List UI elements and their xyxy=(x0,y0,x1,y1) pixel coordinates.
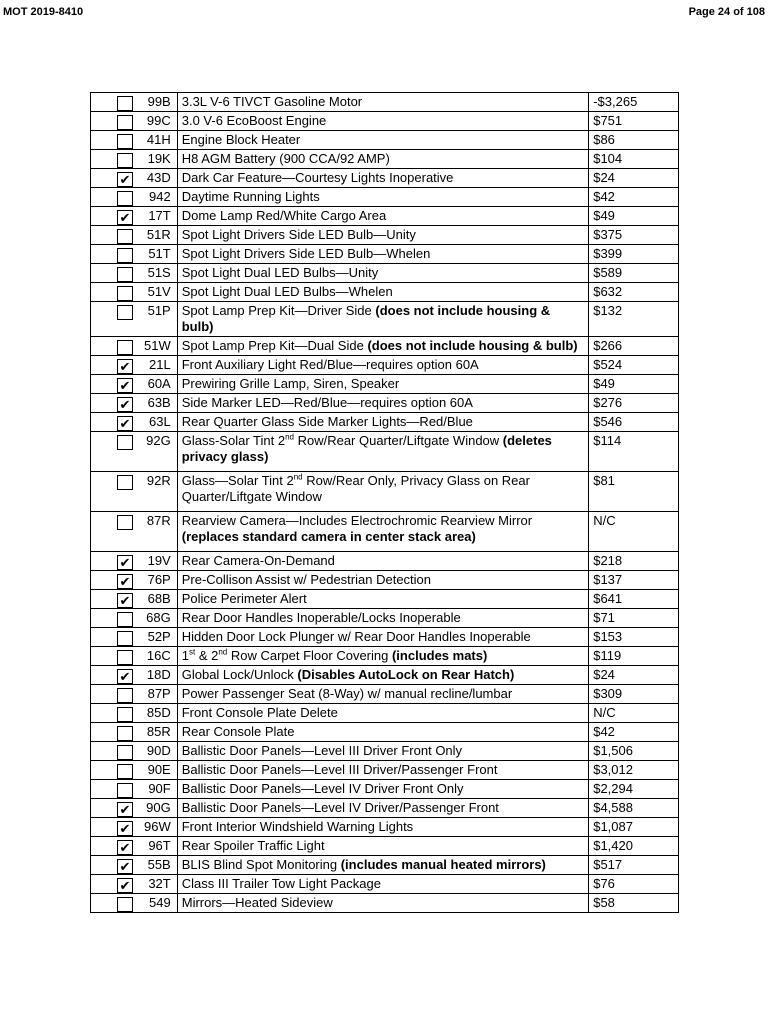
option-code: 85R xyxy=(146,724,171,739)
option-price: $49 xyxy=(589,207,679,226)
option-description xyxy=(177,666,588,685)
option-checkbox[interactable] xyxy=(117,707,133,722)
option-code-cell xyxy=(91,131,178,150)
table-row xyxy=(91,375,679,394)
description-text: Ballistic Door Panels—Level III Driver/Passenger Front xyxy=(181,762,498,777)
option-code-cell xyxy=(91,432,178,472)
options-table-body xyxy=(91,93,679,913)
option-description xyxy=(177,647,588,666)
option-price: $24 xyxy=(589,169,679,188)
option-checkbox[interactable] xyxy=(117,115,133,130)
description-text: Police Perimeter Alert xyxy=(181,591,307,606)
description-text: BLIS Blind Spot Monitoring xyxy=(181,857,341,872)
option-description xyxy=(177,780,588,799)
table-row xyxy=(91,112,679,131)
option-code-cell xyxy=(91,375,178,394)
table-row xyxy=(91,723,679,742)
option-code-cell xyxy=(91,188,178,207)
table-row xyxy=(91,761,679,780)
table-row xyxy=(91,647,679,666)
description-text: Spot Light Drivers Side LED Bulb—Unity xyxy=(181,227,416,242)
option-price: $276 xyxy=(589,394,679,413)
option-code: 63B xyxy=(147,395,171,410)
option-code: 41H xyxy=(146,132,171,147)
option-description xyxy=(177,894,588,913)
option-checkbox[interactable] xyxy=(117,783,133,798)
option-description xyxy=(177,704,588,723)
option-price: $218 xyxy=(589,552,679,571)
option-description xyxy=(177,150,588,169)
option-price: N/C xyxy=(589,512,679,552)
option-code-cell xyxy=(91,894,178,913)
option-description xyxy=(177,356,588,375)
option-code: 90G xyxy=(146,800,171,815)
option-code-cell xyxy=(91,356,178,375)
option-description xyxy=(177,93,588,112)
option-code: 90D xyxy=(146,743,171,758)
option-price: $2,294 xyxy=(589,780,679,799)
option-description xyxy=(177,856,588,875)
description-text: Rear Camera-On-Demand xyxy=(181,553,335,568)
table-row xyxy=(91,337,679,356)
option-code-cell xyxy=(91,761,178,780)
description-text: 3.0 V-6 EcoBoost Engine xyxy=(181,113,327,128)
option-description xyxy=(177,742,588,761)
table-row xyxy=(91,188,679,207)
option-price: $632 xyxy=(589,283,679,302)
option-description xyxy=(177,112,588,131)
option-checkbox[interactable]: ✔ xyxy=(117,210,133,225)
table-row xyxy=(91,742,679,761)
option-price: $119 xyxy=(589,647,679,666)
description-text: Engine Block Heater xyxy=(181,132,301,147)
table-row xyxy=(91,552,679,571)
option-checkbox[interactable] xyxy=(117,515,133,530)
option-code-cell xyxy=(91,245,178,264)
table-row xyxy=(91,704,679,723)
description-text: Spot Lamp Prep Kit—Dual Side xyxy=(181,338,368,353)
option-price: $1,506 xyxy=(589,742,679,761)
option-code-cell xyxy=(91,875,178,894)
option-code-cell xyxy=(91,666,178,685)
table-row xyxy=(91,356,679,375)
option-code-cell xyxy=(91,226,178,245)
option-checkbox[interactable] xyxy=(117,435,133,450)
option-price: $42 xyxy=(589,188,679,207)
option-checkbox[interactable] xyxy=(117,897,133,912)
option-checkbox[interactable]: ✔ xyxy=(117,378,133,393)
description-superscript: st xyxy=(188,647,196,657)
description-note: (does not include housing & bulb) xyxy=(367,338,578,353)
table-row xyxy=(91,207,679,226)
option-code-cell xyxy=(91,93,178,112)
description-text: Rear Door Handles Inoperable/Locks Inoperable xyxy=(181,610,461,625)
description-text: Ballistic Door Panels—Level IV Driver/Passenger Front xyxy=(181,800,499,815)
description-text: Global Lock/Unlock xyxy=(181,667,298,682)
option-checkbox[interactable]: ✔ xyxy=(117,878,133,893)
option-code: 51W xyxy=(144,338,171,353)
option-price: $104 xyxy=(589,150,679,169)
option-code: 19V xyxy=(147,553,171,568)
table-row xyxy=(91,472,679,512)
option-description xyxy=(177,264,588,283)
table-row xyxy=(91,875,679,894)
option-code: 19K xyxy=(147,151,171,166)
option-checkbox[interactable] xyxy=(117,248,133,263)
option-price: $309 xyxy=(589,685,679,704)
option-description xyxy=(177,245,588,264)
option-code: 63L xyxy=(149,414,171,429)
option-description xyxy=(177,472,588,512)
option-price: $4,588 xyxy=(589,799,679,818)
option-checkbox[interactable] xyxy=(117,191,133,206)
option-code-cell xyxy=(91,723,178,742)
option-code: 51R xyxy=(146,227,171,242)
page-number: Page 24 of 108 xyxy=(688,6,765,18)
option-code-cell xyxy=(91,283,178,302)
option-code-cell xyxy=(91,472,178,512)
description-text: Rear Quarter Glass Side Marker Lights—Red/Blue xyxy=(181,414,473,429)
description-text: 3.3L V-6 TIVCT Gasoline Motor xyxy=(181,94,363,109)
description-text: 1 xyxy=(181,648,189,663)
option-price: $1,420 xyxy=(589,837,679,856)
option-code: 43D xyxy=(146,170,171,185)
option-code-cell xyxy=(91,302,178,337)
option-code: 21L xyxy=(149,357,171,372)
description-text: Hidden Door Lock Plunger w/ Rear Door Handles Inoperable xyxy=(181,629,531,644)
option-checkbox[interactable] xyxy=(117,305,133,320)
description-note: (Disables AutoLock on Rear Hatch) xyxy=(297,667,515,682)
option-checkbox[interactable] xyxy=(117,229,133,244)
table-row xyxy=(91,413,679,432)
option-price: $641 xyxy=(589,590,679,609)
table-row xyxy=(91,685,679,704)
option-price: $546 xyxy=(589,413,679,432)
option-checkbox[interactable]: ✔ xyxy=(117,802,133,817)
description-text: Class III Trailer Tow Light Package xyxy=(181,876,381,891)
description-text: Spot Light Dual LED Bulbs—Unity xyxy=(181,265,379,280)
option-code: 90F xyxy=(148,781,171,796)
table-row xyxy=(91,302,679,337)
option-checkbox[interactable]: ✔ xyxy=(117,840,133,855)
option-description xyxy=(177,302,588,337)
option-code-cell xyxy=(91,590,178,609)
option-code: 99C xyxy=(146,113,171,128)
description-superscript: nd xyxy=(218,647,228,657)
option-code: 17T xyxy=(148,208,171,223)
description-text: Spot Lamp Prep Kit—Driver Side xyxy=(181,303,376,318)
description-text: Row Carpet Floor Covering xyxy=(227,648,392,663)
table-row xyxy=(91,837,679,856)
option-code-cell xyxy=(91,742,178,761)
option-price: $49 xyxy=(589,375,679,394)
description-text: & 2 xyxy=(195,648,219,663)
option-checkbox[interactable] xyxy=(117,96,133,111)
option-price: $751 xyxy=(589,112,679,131)
option-code-cell xyxy=(91,818,178,837)
option-checkbox[interactable]: ✔ xyxy=(117,669,133,684)
option-code-cell xyxy=(91,512,178,552)
option-code: 87R xyxy=(146,513,171,528)
option-code-cell xyxy=(91,685,178,704)
option-code: 52P xyxy=(147,629,171,644)
option-code-cell xyxy=(91,337,178,356)
option-price: -$3,265 xyxy=(589,93,679,112)
table-row xyxy=(91,93,679,112)
table-row xyxy=(91,894,679,913)
option-checkbox[interactable]: ✔ xyxy=(117,859,133,874)
option-code-cell xyxy=(91,394,178,413)
description-text: Dark Car Feature—Courtesy Lights Inoperative xyxy=(181,170,454,185)
table-row xyxy=(91,590,679,609)
option-checkbox[interactable] xyxy=(117,475,133,490)
option-code-cell xyxy=(91,112,178,131)
table-row xyxy=(91,226,679,245)
table-row xyxy=(91,799,679,818)
option-code-cell xyxy=(91,856,178,875)
description-text: H8 AGM Battery (900 CCA/92 AMP) xyxy=(181,151,390,166)
option-checkbox[interactable] xyxy=(117,745,133,760)
option-code: 32T xyxy=(148,876,171,891)
table-row xyxy=(91,628,679,647)
option-checkbox[interactable] xyxy=(117,134,133,149)
description-superscript: nd xyxy=(293,472,303,482)
table-row xyxy=(91,432,679,472)
option-price: $137 xyxy=(589,571,679,590)
option-description xyxy=(177,188,588,207)
option-code-cell xyxy=(91,264,178,283)
option-code-cell xyxy=(91,150,178,169)
table-row xyxy=(91,512,679,552)
option-code: 92G xyxy=(146,433,171,448)
option-description xyxy=(177,413,588,432)
option-checkbox[interactable] xyxy=(117,631,133,646)
option-code-cell xyxy=(91,628,178,647)
option-code-cell xyxy=(91,609,178,628)
description-text: Dome Lamp Red/White Cargo Area xyxy=(181,208,387,223)
description-text: Ballistic Door Panels—Level IV Driver Front Only xyxy=(181,781,464,796)
table-row xyxy=(91,283,679,302)
description-note: (deletes privacy glass) xyxy=(181,433,552,464)
option-code-cell xyxy=(91,207,178,226)
table-row xyxy=(91,245,679,264)
description-note: (includes mats) xyxy=(391,648,488,663)
option-code: 96W xyxy=(144,819,171,834)
option-code-cell xyxy=(91,837,178,856)
option-price: $86 xyxy=(589,131,679,150)
option-price: $375 xyxy=(589,226,679,245)
option-code: 51S xyxy=(147,265,171,280)
option-checkbox[interactable]: ✔ xyxy=(117,172,133,187)
option-description xyxy=(177,609,588,628)
description-text: Side Marker LED—Red/Blue—requires option 60A xyxy=(181,395,473,410)
description-text: Front Auxiliary Light Red/Blue—requires option 60A xyxy=(181,357,479,372)
option-price: $76 xyxy=(589,875,679,894)
option-checkbox[interactable]: ✔ xyxy=(117,397,133,412)
option-checkbox[interactable]: ✔ xyxy=(117,359,133,374)
option-code-cell xyxy=(91,413,178,432)
option-description xyxy=(177,818,588,837)
description-text: Glass-Solar Tint 2 xyxy=(181,433,286,448)
description-text: Rear Spoiler Traffic Light xyxy=(181,838,325,853)
description-text: Pre-Collison Assist w/ Pedestrian Detection xyxy=(181,572,432,587)
option-price: $132 xyxy=(589,302,679,337)
description-text: Row/Rear Quarter/Liftgate Window xyxy=(293,433,503,448)
option-price: $114 xyxy=(589,432,679,472)
option-code: 55B xyxy=(147,857,171,872)
option-description xyxy=(177,761,588,780)
option-code: 76P xyxy=(147,572,171,587)
option-code: 87P xyxy=(147,686,171,701)
option-description xyxy=(177,375,588,394)
description-text: Spot Light Drivers Side LED Bulb—Whelen xyxy=(181,246,431,261)
description-superscript: nd xyxy=(285,432,294,442)
option-description xyxy=(177,283,588,302)
option-checkbox[interactable]: ✔ xyxy=(117,574,133,589)
option-checkbox[interactable] xyxy=(117,612,133,627)
option-code: 549 xyxy=(149,895,171,910)
table-row xyxy=(91,264,679,283)
table-row xyxy=(91,169,679,188)
option-price: $71 xyxy=(589,609,679,628)
option-code: 60A xyxy=(147,376,171,391)
description-text: Ballistic Door Panels—Level III Driver Front Only xyxy=(181,743,463,758)
table-row xyxy=(91,780,679,799)
description-text: Rear Console Plate xyxy=(181,724,295,739)
option-price: $153 xyxy=(589,628,679,647)
option-code: 68B xyxy=(147,591,171,606)
option-description xyxy=(177,131,588,150)
option-checkbox[interactable] xyxy=(117,688,133,703)
description-text: Daytime Running Lights xyxy=(181,189,320,204)
option-description xyxy=(177,394,588,413)
option-description xyxy=(177,552,588,571)
option-description xyxy=(177,169,588,188)
description-note: (replaces standard camera in center stack area) xyxy=(181,529,476,544)
option-code: 68G xyxy=(146,610,171,625)
option-price: $517 xyxy=(589,856,679,875)
option-price: $1,087 xyxy=(589,818,679,837)
option-description xyxy=(177,512,588,552)
description-note: (does not include housing & bulb) xyxy=(181,303,551,334)
option-price: $58 xyxy=(589,894,679,913)
option-price: $81 xyxy=(589,472,679,512)
option-description xyxy=(177,432,588,472)
option-price: $399 xyxy=(589,245,679,264)
option-code-cell xyxy=(91,169,178,188)
description-text: Spot Light Dual LED Bulbs—Whelen xyxy=(181,284,393,299)
option-code: 99B xyxy=(147,94,171,109)
option-price: $524 xyxy=(589,356,679,375)
option-description xyxy=(177,723,588,742)
option-description xyxy=(177,590,588,609)
option-description xyxy=(177,207,588,226)
option-code-cell xyxy=(91,552,178,571)
option-code: 96T xyxy=(148,838,171,853)
option-code: 942 xyxy=(149,189,171,204)
option-checkbox[interactable] xyxy=(117,153,133,168)
table-row xyxy=(91,666,679,685)
option-description xyxy=(177,837,588,856)
option-description xyxy=(177,875,588,894)
option-code: 51T xyxy=(148,246,171,261)
option-checkbox[interactable] xyxy=(117,267,133,282)
option-description xyxy=(177,337,588,356)
option-code: 51V xyxy=(147,284,171,299)
option-checkbox[interactable] xyxy=(117,726,133,741)
table-row xyxy=(91,609,679,628)
option-code-cell xyxy=(91,571,178,590)
table-row xyxy=(91,150,679,169)
table-row xyxy=(91,394,679,413)
option-checkbox[interactable] xyxy=(117,764,133,779)
option-code: 16C xyxy=(146,648,171,663)
option-code: 18D xyxy=(146,667,171,682)
option-price: $266 xyxy=(589,337,679,356)
option-description xyxy=(177,685,588,704)
option-price: $3,012 xyxy=(589,761,679,780)
option-description xyxy=(177,628,588,647)
option-code-cell xyxy=(91,799,178,818)
option-checkbox[interactable] xyxy=(117,650,133,665)
table-row xyxy=(91,856,679,875)
description-text: Front Interior Windshield Warning Lights xyxy=(181,819,414,834)
description-text: Glass—Solar Tint 2 xyxy=(181,473,294,488)
option-checkbox[interactable]: ✔ xyxy=(117,821,133,836)
option-code-cell xyxy=(91,780,178,799)
option-price: $24 xyxy=(589,666,679,685)
option-code: 51P xyxy=(147,303,171,318)
option-price: N/C xyxy=(589,704,679,723)
option-price: $589 xyxy=(589,264,679,283)
document-id: MOT 2019-8410 xyxy=(3,6,84,18)
table-row xyxy=(91,571,679,590)
option-checkbox[interactable]: ✔ xyxy=(117,555,133,570)
option-description xyxy=(177,226,588,245)
description-text: Mirrors—Heated Sideview xyxy=(181,895,333,910)
option-checkbox[interactable] xyxy=(117,340,133,355)
options-table xyxy=(90,92,679,913)
option-description xyxy=(177,571,588,590)
option-code-cell xyxy=(91,704,178,723)
option-code: 92R xyxy=(146,473,171,488)
table-row xyxy=(91,131,679,150)
option-price: $42 xyxy=(589,723,679,742)
option-description xyxy=(177,799,588,818)
option-checkbox[interactable]: ✔ xyxy=(117,593,133,608)
description-text: Row/Rear Only, Privacy Glass on Rear Quarter/Liftgate Window xyxy=(181,473,530,504)
description-text: Prewiring Grille Lamp, Siren, Speaker xyxy=(181,376,400,391)
option-code: 90E xyxy=(147,762,171,777)
option-code: 85D xyxy=(146,705,171,720)
description-text: Power Passenger Seat (8-Way) w/ manual recline/lumbar xyxy=(181,686,513,701)
option-code-cell xyxy=(91,647,178,666)
description-text: Rearview Camera—Includes Electrochromic Rearview Mirror xyxy=(181,513,533,528)
description-note: (includes manual heated mirrors) xyxy=(340,857,546,872)
option-checkbox[interactable] xyxy=(117,286,133,301)
option-checkbox[interactable]: ✔ xyxy=(117,416,133,431)
description-text: Front Console Plate Delete xyxy=(181,705,338,720)
table-row xyxy=(91,818,679,837)
